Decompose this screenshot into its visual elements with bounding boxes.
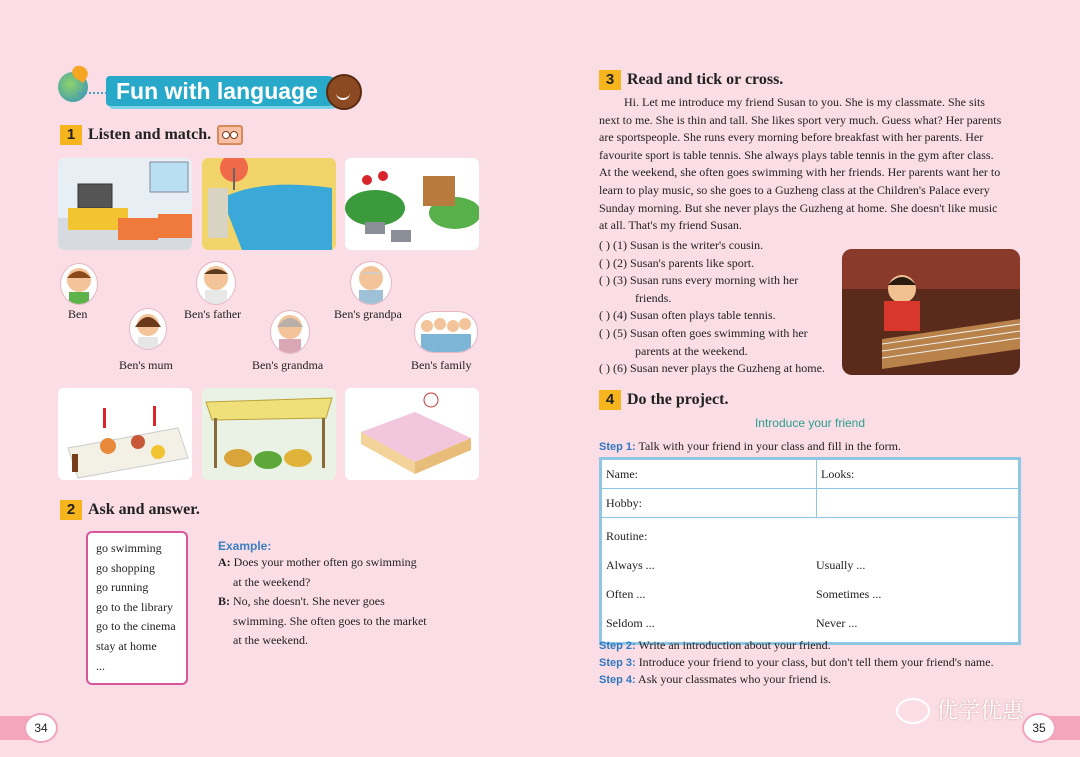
dialog-a-line2: at the weekend? xyxy=(233,574,311,589)
activity-item: go running xyxy=(96,580,149,595)
form-routine-cell[interactable] xyxy=(602,518,1019,643)
question-5-cont: parents at the weekend. xyxy=(635,343,748,358)
passage-line: next to me. She is thin and tall. She likes sport very much. Guess what? Her parents xyxy=(599,112,1002,127)
project-subtitle: Introduce your friend xyxy=(754,416,866,430)
living-room-illustration xyxy=(58,158,192,250)
section1-number: 1 xyxy=(60,125,82,145)
question-2[interactable]: ( ) (2) Susan's parents like sport. xyxy=(599,255,755,270)
form-always: Always ... xyxy=(606,558,655,572)
step1-text: Talk with your friend in your class and fill in the form. xyxy=(638,439,901,453)
form-hobby-cell[interactable] xyxy=(602,489,817,518)
dialog-b-line3: at the weekend. xyxy=(233,633,308,648)
question-1[interactable]: ( ) (1) Susan is the writer's cousin. xyxy=(599,238,764,252)
friend-form xyxy=(601,459,1019,643)
activity-item: go to the library xyxy=(96,599,173,614)
form-looks-label: Looks: xyxy=(821,466,855,481)
activity-item: stay at home xyxy=(96,638,157,653)
dialog-b-line1: No, she doesn't. She never goes xyxy=(233,594,385,609)
step2-label: Step 2: xyxy=(599,640,636,652)
question-4[interactable]: ( ) (4) Susan often plays table tennis. xyxy=(599,308,776,323)
section4-title: Do the project. xyxy=(627,391,729,408)
section1-title: Listen and match. xyxy=(88,126,212,143)
form-hobby-extra-cell[interactable] xyxy=(817,489,1019,518)
step2 xyxy=(599,637,831,655)
banner-title: Fun with language xyxy=(106,76,342,106)
speaker-a: A: xyxy=(218,555,231,569)
section2-heading xyxy=(60,500,200,520)
speaker-b: B: xyxy=(218,594,230,609)
picture-party-table[interactable] xyxy=(58,388,192,480)
section3-title: Read and tick or cross. xyxy=(627,71,784,88)
activity-item: go to the cinema xyxy=(96,619,176,634)
picture-garden[interactable] xyxy=(345,158,479,250)
picture-bedroom[interactable] xyxy=(345,388,479,480)
passage-line: Hi. Let me introduce my friend Susan to you. She is my classmate. She sits xyxy=(624,95,985,109)
form-usually: Usually ... xyxy=(816,558,866,572)
step4 xyxy=(599,671,831,689)
question-list xyxy=(599,237,849,378)
activity-item: go swimming xyxy=(96,541,162,555)
form-often: Often ... xyxy=(606,587,646,601)
party-food-illustration xyxy=(58,388,192,480)
label-bens-grandpa: Ben's grandpa xyxy=(334,307,402,321)
question-3-cont: friends. xyxy=(635,290,672,305)
dialog-a-line1: Does your mother often go swimming xyxy=(233,555,417,569)
dialog-a xyxy=(218,553,458,592)
form-name-cell[interactable] xyxy=(602,460,817,489)
label-bens-grandma: Ben's grandma xyxy=(252,358,324,372)
passage-line: At the weekend, she often goes swimming with her friends. Her parents want her to xyxy=(599,165,1001,180)
question-6[interactable]: ( ) (6) Susan never plays the Guzheng at home. xyxy=(599,361,825,376)
step4-text: Ask your classmates who your friend is. xyxy=(638,672,831,686)
section1-heading xyxy=(60,125,243,145)
bens-family-portrait xyxy=(414,311,478,353)
step3-text: Introduce your friend to your class, but don't tell them your friend's name. xyxy=(638,655,994,669)
step3-label: Step 3: xyxy=(599,657,636,669)
label-ben: Ben xyxy=(68,307,88,321)
form-sometimes: Sometimes ... xyxy=(816,587,882,601)
girl-playing-guzheng-illustration xyxy=(842,249,1020,375)
label-bens-mum: Ben's mum xyxy=(119,358,173,372)
activities-box xyxy=(86,531,188,685)
bens-mum-portrait xyxy=(129,308,167,350)
question-5[interactable]: ( ) (5) Susan often goes swimming with her xyxy=(599,325,808,340)
step4-label: Step 4: xyxy=(599,674,636,686)
bens-father-portrait xyxy=(196,261,236,305)
step1-label: Step 1: xyxy=(599,441,636,453)
dialog-b xyxy=(218,592,458,651)
section3-heading xyxy=(599,70,783,90)
form-routine-label: Routine: xyxy=(606,529,648,543)
example-title: Example: xyxy=(218,539,272,553)
section2-title: Ask and answer. xyxy=(88,501,200,518)
picture-market[interactable] xyxy=(202,388,336,480)
cassette-icon xyxy=(217,125,243,145)
label-bens-father: Ben's father xyxy=(184,307,242,321)
passage-line: learn to play music, so she goes to a Guzheng class at the Children's Palace every xyxy=(599,182,990,197)
form-looks-cell[interactable] xyxy=(817,460,1019,489)
form-seldom: Seldom ... xyxy=(606,616,655,630)
form-never: Never ... xyxy=(816,616,858,630)
section2-number: 2 xyxy=(60,500,82,520)
dialog-b-line2: swimming. She often goes to the market xyxy=(233,613,427,628)
ben-portrait xyxy=(60,263,98,305)
step3 xyxy=(599,654,994,672)
kid-face-icon xyxy=(326,74,362,110)
section3-number: 3 xyxy=(599,70,621,90)
step2-text: Write an introduction about your friend. xyxy=(638,638,831,652)
step1 xyxy=(599,438,901,456)
label-bens-family: Ben's family xyxy=(411,358,472,372)
form-name-label: Name: xyxy=(606,466,638,481)
passage-line: Sunday morning. But she never plays the Guzheng at home. She doesn't like music xyxy=(599,200,998,215)
guzheng-photo xyxy=(842,249,1020,375)
garden-illustration xyxy=(345,158,479,250)
bens-grandma-portrait xyxy=(270,310,310,354)
section4-number: 4 xyxy=(599,390,621,410)
watermark-text: 优学优惠 xyxy=(936,699,1025,724)
bedroom-illustration xyxy=(345,388,479,480)
page-number-right: 35 xyxy=(1022,713,1056,743)
reading-passage xyxy=(599,94,1017,235)
example-block xyxy=(218,539,458,651)
wechat-icon xyxy=(896,698,930,724)
page-number-left: 34 xyxy=(24,713,58,743)
activity-item: ... xyxy=(96,658,105,673)
pool-illustration xyxy=(202,158,336,250)
passage-line: are sportspeople. She runs every morning before breakfast with her parents. Her xyxy=(599,130,984,145)
question-3[interactable]: ( ) (3) Susan runs every morning with her xyxy=(599,273,799,288)
passage-line: at all. That's my friend Susan. xyxy=(599,218,742,233)
picture-swimming-pool[interactable] xyxy=(202,158,336,250)
market-stall-illustration xyxy=(202,388,336,480)
form-hobby-label: Hobby: xyxy=(606,495,642,510)
passage-line: favourite sport is table tennis. She always plays table tennis in the gym after class. xyxy=(599,147,994,162)
section4-heading xyxy=(599,390,728,410)
bens-grandpa-portrait xyxy=(350,261,392,305)
picture-living-room[interactable] xyxy=(58,158,192,250)
activity-item: go shopping xyxy=(96,560,156,575)
